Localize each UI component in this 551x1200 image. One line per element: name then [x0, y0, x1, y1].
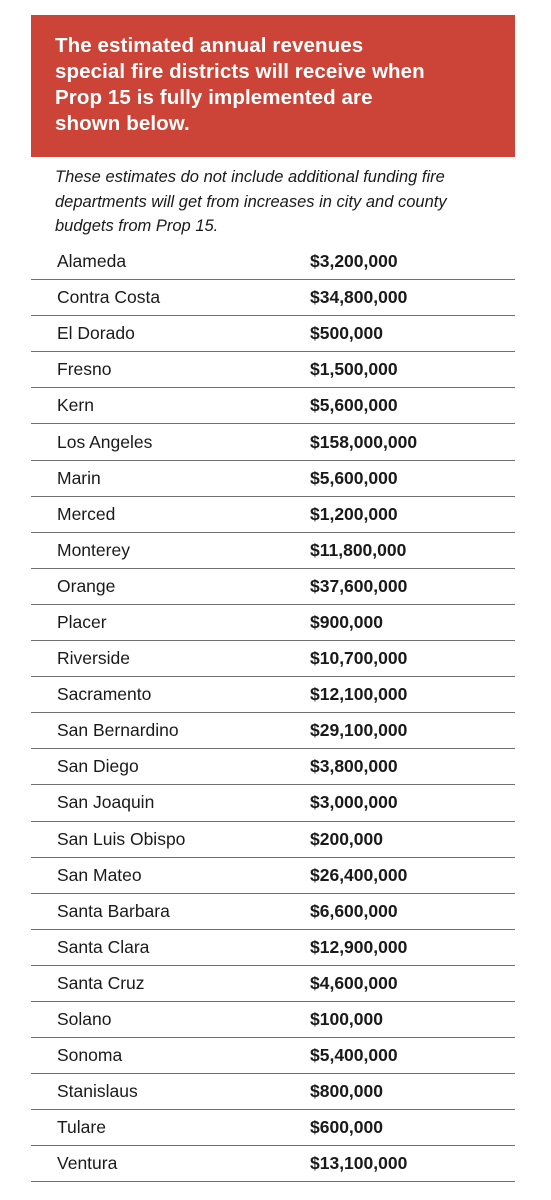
table-row [31, 822, 515, 858]
county-name: Santa Clara [57, 936, 150, 957]
revenue-amount: $900,000 [310, 611, 383, 632]
table-row [31, 605, 515, 641]
county-name: Stanislaus [57, 1081, 138, 1102]
revenue-amount: $13,100,000 [310, 1153, 408, 1174]
table-row [31, 424, 515, 460]
county-name: San Diego [57, 756, 139, 777]
table-row [31, 641, 515, 677]
revenue-table [31, 244, 515, 1182]
revenue-amount: $5,600,000 [310, 467, 398, 488]
revenue-infographic [31, 15, 515, 1174]
table-row [31, 966, 515, 1002]
county-name: Tulare [57, 1117, 106, 1138]
table-row [31, 930, 515, 966]
revenue-amount: $3,200,000 [310, 251, 398, 272]
table-row [31, 858, 515, 894]
table-row [31, 569, 515, 605]
table-row [31, 713, 515, 749]
revenue-amount: $1,500,000 [310, 359, 398, 380]
revenue-amount: $5,600,000 [310, 395, 398, 416]
table-row [31, 280, 515, 316]
county-name: Marin [57, 467, 101, 488]
note-line: departments will get from increases in city and county [55, 192, 447, 211]
county-name: El Dorado [57, 323, 135, 344]
revenue-amount: $12,900,000 [310, 936, 408, 957]
estimate-note [31, 165, 515, 239]
table-row [31, 749, 515, 785]
revenue-amount: $1,200,000 [310, 503, 398, 524]
county-name: Santa Barbara [57, 900, 170, 921]
county-name: San Mateo [57, 864, 142, 885]
table-row [31, 388, 515, 424]
note-line: These estimates do not include additional funding fire [55, 168, 445, 186]
header-title-line: The estimated annual revenues [55, 34, 364, 57]
revenue-amount: $200,000 [310, 828, 383, 849]
county-name: San Joaquin [57, 792, 155, 813]
table-row [31, 785, 515, 821]
county-name: Merced [57, 503, 116, 524]
revenue-amount: $11,800,000 [310, 539, 407, 560]
revenue-amount: $3,000,000 [310, 792, 398, 813]
county-name: Riverside [57, 648, 130, 669]
table-row [31, 677, 515, 713]
county-name: San Bernardino [57, 720, 179, 741]
revenue-amount: $100,000 [310, 1009, 383, 1030]
revenue-amount: $34,800,000 [310, 287, 408, 308]
table-row [31, 894, 515, 930]
county-name: Fresno [57, 359, 112, 380]
revenue-amount: $600,000 [310, 1117, 383, 1138]
county-name: Ventura [57, 1153, 118, 1174]
revenue-amount: $12,100,000 [310, 684, 408, 705]
header-title-line: Prop 15 is fully implemented are [55, 86, 373, 109]
revenue-amount: $500,000 [310, 323, 383, 344]
revenue-amount: $10,700,000 [310, 648, 408, 669]
county-name: Los Angeles [57, 431, 153, 452]
county-name: San Luis Obispo [57, 828, 186, 849]
revenue-amount: $3,800,000 [310, 756, 398, 777]
table-row [31, 316, 515, 352]
county-name: Santa Cruz [57, 972, 145, 993]
county-name: Orange [57, 575, 116, 596]
header-title-line: shown below. [55, 112, 190, 135]
revenue-amount: $4,600,000 [310, 972, 398, 993]
note-line: budgets from Prop 15. [55, 217, 219, 235]
revenue-amount: $37,600,000 [310, 575, 408, 596]
table-row [31, 1038, 515, 1074]
county-name: Contra Costa [57, 287, 161, 308]
revenue-amount: $6,600,000 [310, 900, 398, 921]
county-name: Sonoma [57, 1045, 123, 1066]
revenue-amount: $26,400,000 [310, 864, 408, 885]
county-name: Sacramento [57, 684, 152, 705]
county-name: Placer [57, 611, 107, 632]
revenue-amount: $29,100,000 [310, 720, 408, 741]
table-row [31, 533, 515, 569]
table-row [31, 1146, 515, 1182]
revenue-amount: $800,000 [310, 1081, 383, 1102]
county-name: Alameda [57, 251, 127, 272]
county-name: Kern [57, 395, 94, 416]
table-row [31, 1110, 515, 1146]
revenue-amount: $5,400,000 [310, 1045, 398, 1066]
header-title-line: special fire districts will receive when [55, 60, 425, 83]
table-row [31, 1074, 515, 1110]
table-row [31, 1002, 515, 1038]
table-row [31, 497, 515, 533]
revenue-amount: $158,000,000 [310, 431, 418, 452]
header-banner [31, 15, 515, 157]
county-name: Monterey [57, 539, 130, 560]
table-row [31, 461, 515, 497]
table-row [31, 352, 515, 388]
table-row [31, 244, 515, 280]
county-name: Solano [57, 1009, 112, 1030]
